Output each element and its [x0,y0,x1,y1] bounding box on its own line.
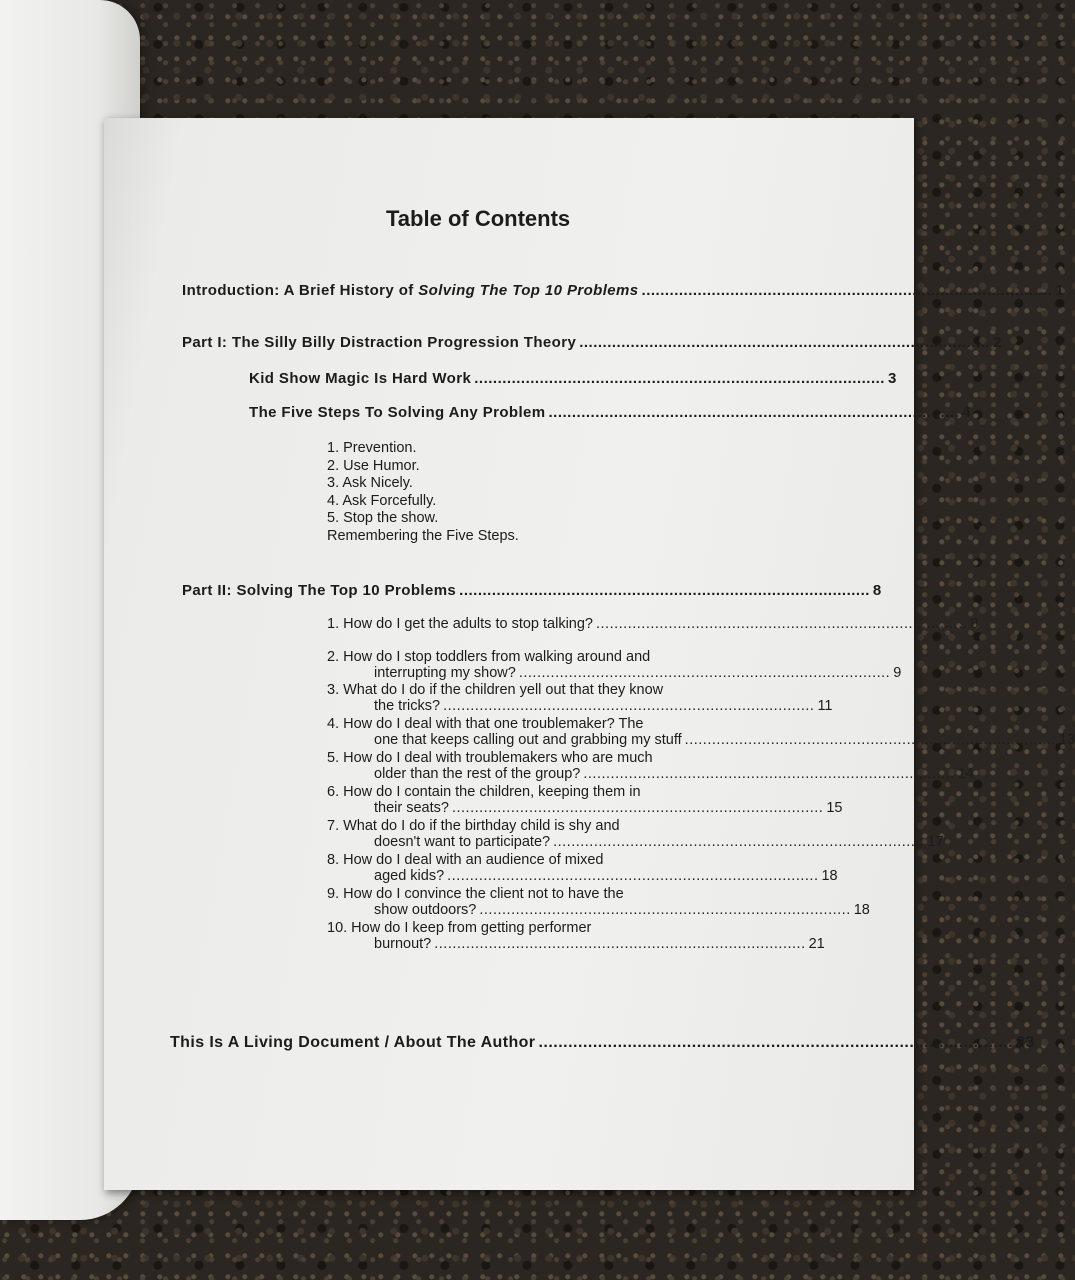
list-item[interactable] [327,750,974,782]
problem-text: 2. How do I stop toddlers from walking around and [327,649,651,665]
entry-label: Part II: Solving The Top 10 Problems [182,582,457,599]
dot-leader: ........................................................................................ [641,282,1053,299]
toc-entry-part1[interactable] [182,334,1002,351]
problem-text: 9. How do I convince the client not to have the [327,886,624,902]
dot-leader: .................................................................................. [443,698,815,714]
dot-leader: .................................................................................. [684,732,1057,748]
dot-leader: .................................................................................. [518,665,891,681]
intro-italic: Solving The Top 10 Problems [418,282,639,299]
dot-leader: ................................................................................................ [538,1034,1014,1051]
page-number: 3 [887,370,897,387]
dot-leader: ........................................................................................ [548,404,960,421]
problem-text: 5. How do I deal with troublemakers who are much [327,750,653,766]
dot-leader: .................................................................................. [434,936,806,952]
list-item[interactable] [327,682,833,714]
page-number: 17 [927,834,944,850]
problems-list [327,616,1075,952]
page-number: 8 [970,616,979,632]
problem-text-cont: one that keeps calling out and grabbing my stuff [374,732,682,748]
list-item: 3. Ask Nicely. [327,475,413,492]
problem-text-cont: doesn't want to participate? [374,834,551,850]
page-number: 1 [1055,282,1065,299]
problem-text-cont: the tricks? [374,698,441,714]
entry-label: The Five Steps To Solving Any Problem [249,404,546,421]
entry-label: This Is A Living Document / About The Author [170,1034,536,1051]
dot-leader: .................................................................................. [583,766,955,782]
dot-leader: ........................................................................................ [579,334,990,351]
problem-text: 7. What do I do if the birthday child is shy and [327,818,620,834]
page-number: 13 [1059,732,1075,748]
problem-text-cont: aged kids? [374,868,445,884]
page-number: 18 [821,868,838,884]
list-item[interactable] [327,818,944,850]
list-item[interactable] [327,886,870,918]
list-item[interactable] [327,616,979,632]
list-item[interactable] [327,716,1075,748]
page-number: 2 [992,334,1002,351]
page-number: 4 [962,404,972,421]
page-number: 14 [957,766,974,782]
list-item: Remembering the Five Steps. [327,527,519,544]
problem-text: 6. How do I contain the children, keeping them in [327,784,641,800]
problem-text-cont: burnout? [374,936,432,952]
steps-list [327,440,519,546]
page-number: 21 [808,936,825,952]
problem-text: 4. How do I deal with that one troublemaker? The [327,716,644,732]
list-item[interactable] [327,852,838,884]
page-number: 9 [893,665,902,681]
problem-text-cont: older than the rest of the group? [374,766,581,782]
list-item[interactable] [327,784,843,816]
page-title: Table of Contents [386,206,571,231]
page-number: 8 [872,582,882,599]
dot-leader: .................................................................................. [479,902,851,918]
list-item[interactable] [327,649,902,681]
intro-prefix: Introduction: A Brief History of [182,282,419,299]
problem-text: 1. How do I get the adults to stop talking? [327,616,593,632]
list-item: 5. Stop the show. [327,510,439,527]
list-item: 2. Use Humor. [327,457,420,474]
problem-text: 3. What do I do if the children yell out that they know [327,682,664,698]
problem-text: 8. How do I deal with an audience of mixed [327,852,604,868]
toc-entry-closing[interactable] [170,1034,1035,1052]
dot-leader: ........................................................................................ [474,370,885,387]
toc-page [104,118,1075,1190]
toc-entry-part1-sub[interactable] [249,370,897,387]
list-item: 1. Prevention. [327,440,417,456]
entry-label: Part I: The Silly Billy Distraction Progression Theory [182,334,577,351]
dot-leader: .................................................................................. [596,616,968,632]
problem-text-cont: their seats? [374,800,449,816]
dot-leader: .................................................................................. [451,800,824,816]
list-item[interactable] [327,920,825,952]
dot-leader: ........................................................................................ [459,582,870,599]
entry-label: Kid Show Magic Is Hard Work [249,370,472,387]
problem-text: 10. How do I keep from getting performer [327,920,592,936]
page-number: 23 [1016,1034,1035,1051]
list-item: 4. Ask Forcefully. [327,492,437,509]
toc-entry-intro[interactable] [182,282,1065,299]
dot-leader: .................................................................................. [447,868,819,884]
dot-leader: .................................................................................. [553,834,925,850]
page-number: 18 [853,902,870,918]
toc-entry-part1-sub[interactable] [249,404,972,421]
problem-text-cont: show outdoors? [374,902,477,918]
page-number: 11 [817,698,833,714]
toc-entry-part2[interactable] [182,582,882,599]
problem-text-cont: interrupting my show? [374,665,516,681]
page-number: 15 [826,800,843,816]
